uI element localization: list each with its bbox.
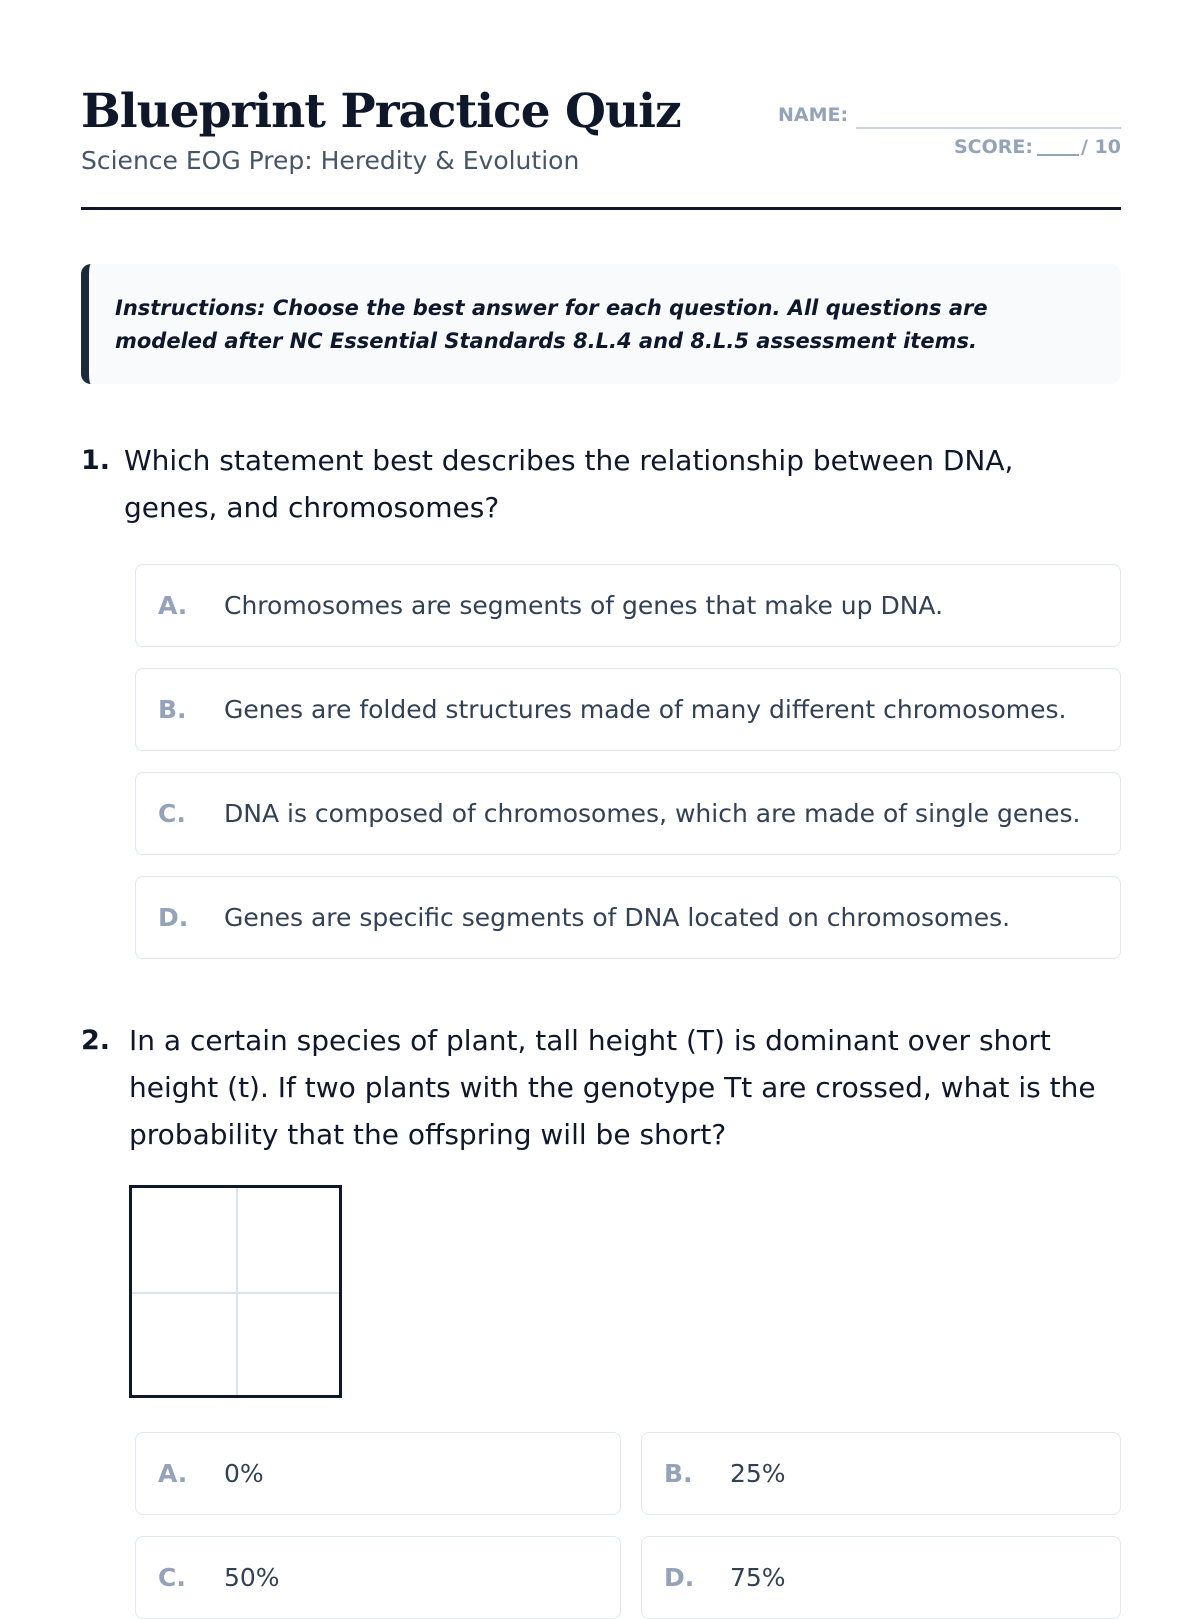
option-letter: C. [158, 1563, 186, 1592]
option-letter: C. [158, 799, 186, 828]
q2-option-c[interactable] [135, 1536, 621, 1619]
name-blank-line[interactable] [856, 127, 1121, 129]
punnett-square [129, 1185, 342, 1398]
page-subtitle: Science EOG Prep: Heredity & Evolution [81, 146, 580, 175]
q1-option-b[interactable] [135, 668, 1121, 751]
option-letter: A. [158, 591, 188, 620]
option-letter: A. [158, 1459, 188, 1488]
page-title: Blueprint Practice Quiz [81, 84, 681, 139]
option-text: Chromosomes are segments of genes that make up DNA. [224, 591, 944, 620]
instructions-text: Instructions: Choose the best answer for each question. All questions are modeled after NC Essential Standards 8.L.4 and 8.L.5 assessment items. [115, 296, 988, 353]
question-text: In a certain species of plant, tall height (T) is dominant over short height (t). If two plants with the genotype Tt are crossed, what is the probability that the offspring will be short? [129, 1024, 1096, 1151]
instructions-box [81, 264, 1121, 384]
quiz-header [81, 80, 1121, 210]
q1-option-c[interactable] [135, 772, 1121, 855]
punnett-divider-horizontal [132, 1292, 339, 1294]
option-text: 75% [730, 1563, 786, 1592]
name-label: NAME: [778, 104, 849, 126]
option-text: 0% [224, 1459, 264, 1488]
question-text: Which statement best describes the relationship between DNA, genes, and chromosomes? [124, 444, 1014, 524]
question-number: 1. [81, 445, 111, 476]
score-blank-line [1037, 154, 1079, 156]
q2-option-d[interactable] [641, 1536, 1121, 1619]
option-text: Genes are specific segments of DNA located on chromosomes. [224, 903, 1011, 932]
option-letter: D. [158, 903, 189, 932]
q1-option-d[interactable] [135, 876, 1121, 959]
q2-option-a[interactable] [135, 1432, 621, 1515]
option-letter: D. [664, 1563, 695, 1592]
option-text: 50% [224, 1563, 280, 1592]
option-text: Genes are folded structures made of many different chromosomes. [224, 695, 1067, 724]
option-text: 25% [730, 1459, 786, 1488]
option-letter: B. [158, 695, 187, 724]
q1-option-a[interactable] [135, 564, 1121, 647]
option-text: DNA is composed of chromosomes, which are made of single genes. [224, 799, 1081, 828]
q2-option-b[interactable] [641, 1432, 1121, 1515]
score-label: SCORE: [954, 136, 1033, 158]
score-total: / 10 [1081, 136, 1121, 158]
option-letter: B. [664, 1459, 693, 1488]
name-field[interactable] [778, 102, 1121, 132]
question-number: 2. [81, 1025, 111, 1056]
score-field [954, 134, 1121, 160]
